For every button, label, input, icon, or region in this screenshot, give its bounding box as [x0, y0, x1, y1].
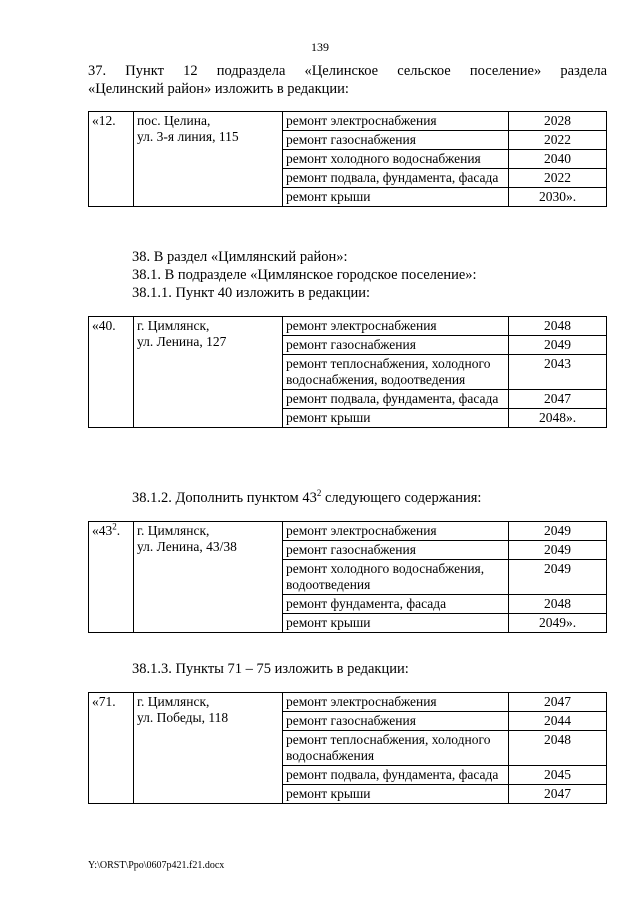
work-type: ремонт фундамента, фасада [283, 595, 509, 614]
work-year: 2047 [509, 693, 607, 712]
table-item-43-2 [88, 521, 607, 633]
work-type: ремонт подвала, фундамента, фасада [283, 169, 509, 188]
table-item-71 [88, 692, 607, 804]
paragraph-38-line1: 38. В раздел «Цимлянский район»: [132, 249, 348, 265]
work-type: ремонт подвала, фундамента, фасада [283, 390, 509, 409]
item-address: г. Цимлянск, ул. Ленина, 127 [134, 317, 283, 428]
work-type: ремонт электроснабжения [283, 522, 509, 541]
paragraph-38-line3: 38.1.1. Пункт 40 изложить в редакции: [132, 285, 371, 301]
work-year: 2028 [509, 112, 607, 131]
work-type: ремонт крыши [283, 785, 509, 804]
work-type: ремонт крыши [283, 188, 509, 207]
paragraph-37-line1: 37. Пункт 12 подраздела «Целинское сельское поселение» раздела [88, 63, 607, 79]
work-year: 2043 [509, 355, 607, 390]
paragraph-38-line2: 38.1. В подразделе «Цимлянское городское поселение»: [132, 267, 477, 283]
work-type: ремонт газоснабжения [283, 712, 509, 731]
work-year: 2048 [509, 595, 607, 614]
item-address: пос. Целина, ул. 3-я линия, 115 [134, 112, 283, 207]
work-year: 2049 [509, 336, 607, 355]
paragraph-38-1-2: 38.1.2. Дополнить пунктом $43^2$ следующего содержания: [132, 488, 482, 506]
work-type: ремонт электроснабжения [283, 112, 509, 131]
work-type: ремонт электроснабжения [283, 693, 509, 712]
work-year: 2040 [509, 150, 607, 169]
work-type: ремонт газоснабжения [283, 541, 509, 560]
work-year: 2049». [509, 614, 607, 633]
paragraph-37-line2: «Целинский район» изложить в редакции: [88, 81, 349, 97]
item-address: г. Цимлянск, ул. Победы, 118 [134, 693, 283, 804]
work-type: ремонт электроснабжения [283, 317, 509, 336]
item-address: г. Цимлянск, ул. Ленина, 43/38 [134, 522, 283, 633]
work-year: 2048 [509, 731, 607, 766]
item-number: «$43^2$. [89, 522, 134, 633]
work-type: ремонт газоснабжения [283, 336, 509, 355]
table-item-12 [88, 111, 607, 207]
item-number: «12. [89, 112, 134, 207]
work-type: ремонт крыши [283, 409, 509, 428]
work-year: 2022 [509, 131, 607, 150]
work-year: 2048». [509, 409, 607, 428]
work-type: ремонт холодного водоснабжения [283, 150, 509, 169]
work-year: 2049 [509, 541, 607, 560]
work-type: ремонт крыши [283, 614, 509, 633]
work-year: 2030». [509, 188, 607, 207]
work-year: 2049 [509, 522, 607, 541]
footer-file-path: Y:\ORST\Ppo\0607p421.f21.docx [88, 860, 225, 871]
work-type: ремонт теплоснабжения, холодного водоснабжения, водоотведения [283, 355, 509, 390]
work-year: 2044 [509, 712, 607, 731]
work-year: 2047 [509, 390, 607, 409]
work-type: ремонт подвала, фундамента, фасада [283, 766, 509, 785]
item-number: «40. [89, 317, 134, 428]
work-year: 2022 [509, 169, 607, 188]
work-year: 2048 [509, 317, 607, 336]
work-type: ремонт холодного водоснабжения, водоотведения [283, 560, 509, 595]
work-year: 2049 [509, 560, 607, 595]
work-year: 2045 [509, 766, 607, 785]
page-number: 139 [311, 40, 329, 54]
table-item-40 [88, 316, 607, 428]
work-type: ремонт газоснабжения [283, 131, 509, 150]
item-number: «71. [89, 693, 134, 804]
work-type: ремонт теплоснабжения, холодного водоснабжения [283, 731, 509, 766]
paragraph-38-1-3: 38.1.3. Пункты 71 – 75 изложить в редакции: [132, 661, 409, 677]
work-year: 2047 [509, 785, 607, 804]
